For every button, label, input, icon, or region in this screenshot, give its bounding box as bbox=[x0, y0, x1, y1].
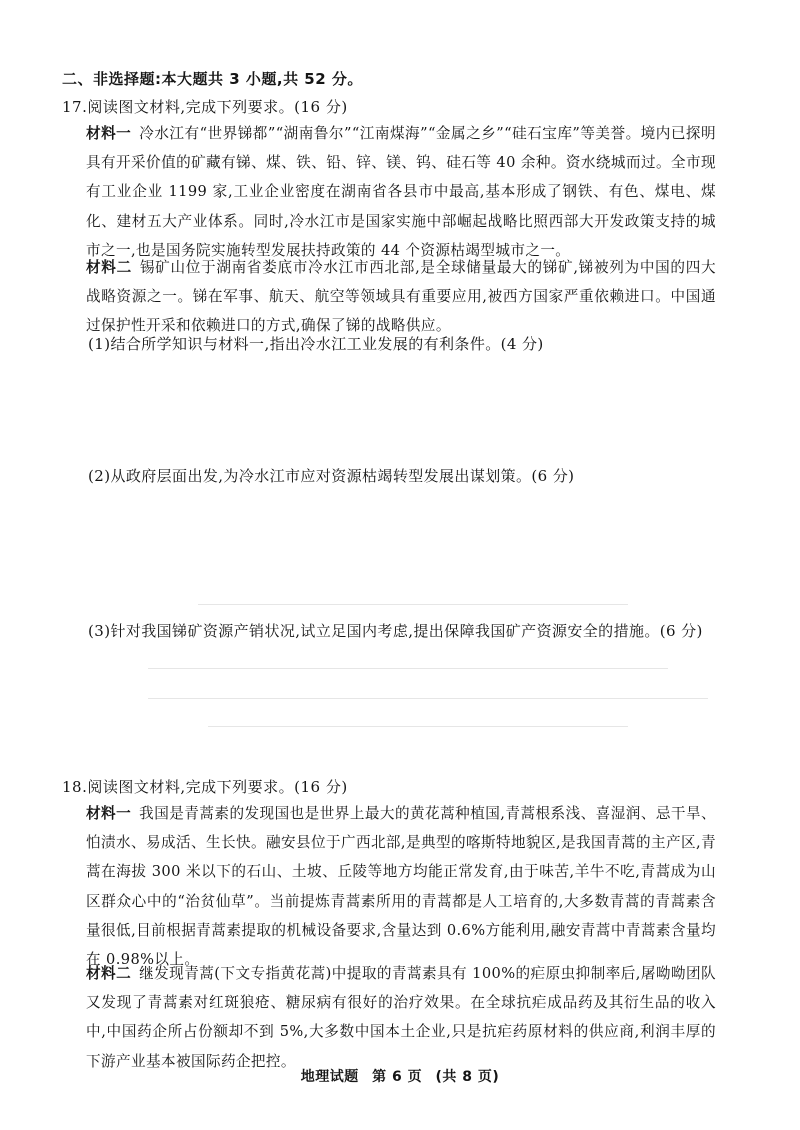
q17-sub-question-1: (1)结合所学知识与材料一,指出冷水江工业发展的有利条件。(4 分) bbox=[88, 335, 544, 353]
q18-material-2-label: 材料二 bbox=[86, 965, 132, 982]
q17-material-2-label: 材料二 bbox=[86, 259, 132, 276]
question-18-heading: 18.阅读图文材料,完成下列要求。(16 分) bbox=[62, 778, 348, 796]
q17-material-1-text: 冷水江有“世界锑都”“湖南鲁尔”“江南煤海”“金属之乡”“硅石宝库”等美誉。境内已探明具有开采价值的矿藏有锑、煤、铁、铅、锌、镁、钨、硅石等 40 余种。资水绕城而过。全市现有工业企业 1199 家,工业企业密度在湖南省各县市中最高,基本形成了钢铁、有色、煤电、煤化、建材五大产业体系。同时,冷水江市是国家实施中部崛起战略比照西部大开发政策支持的城市之一,也是国务院实施转型发展扶持政策的 44 个资源枯竭型城市之一。 bbox=[86, 125, 716, 259]
q17-material-1-label: 材料一 bbox=[86, 125, 132, 142]
q17-material-2 bbox=[86, 253, 716, 341]
section-title: 二、非选择题:本大题共 3 小题,共 52 分。 bbox=[62, 70, 363, 88]
q18-material-1-label: 材料一 bbox=[86, 805, 132, 822]
bleed-through-line bbox=[148, 668, 668, 669]
bleed-through-line bbox=[198, 604, 628, 605]
q18-material-1 bbox=[86, 799, 716, 974]
page-footer bbox=[0, 1066, 800, 1086]
q17-material-2-text: 锡矿山位于湖南省娄底市冷水江市西北部,是全球储量最大的锑矿,锑被列为中国的四大战略资源之一。锑在军事、航天、航空等领域具有重要应用,被西方国家严重依赖进口。中国通过保护性开采和依赖进口的方式,确保了锑的战略供应。 bbox=[86, 259, 716, 335]
q18-material-2 bbox=[86, 959, 716, 1076]
question-17-heading: 17.阅读图文材料,完成下列要求。(16 分) bbox=[62, 98, 348, 116]
q17-answer-area-3[interactable] bbox=[88, 648, 728, 768]
q17-answer-area-2[interactable] bbox=[88, 492, 728, 612]
footer-page-number: 第 6 页 bbox=[372, 1069, 423, 1085]
q17-sub-question-3: (3)针对我国锑矿资源产销状况,试立足国内考虑,提出保障我国矿产资源安全的措施。(6 分) bbox=[88, 622, 703, 640]
footer-subject: 地理试题 bbox=[300, 1069, 359, 1085]
q17-material-1 bbox=[86, 119, 716, 265]
q17-sub-question-2: (2)从政府层面出发,为冷水江市应对资源枯竭转型发展出谋划策。(6 分) bbox=[88, 467, 575, 485]
q18-material-1-text: 我国是青蒿素的发现国也是世界上最大的黄花蒿种植国,青蒿根系浅、喜湿润、忌干旱、怕渍水、易成活、生长快。融安县位于广西北部,是典型的喀斯特地貌区,是我国青蒿的主产区,青蒿在海拔 300 米以下的石山、土坡、丘陵等地方均能正常发育,由于味苦,羊牛不吃,青蒿成为山区群众心中的“治贫仙草”。当前提炼青蒿素所用的青蒿都是人工培育的,大多数青蒿的青蒿素含量很低,目前根据青蒿素提取的机械设备要求,含量达到 0.6%方能利用,融安青蒿中青蒿素含量均在 0.98%以上。 bbox=[86, 805, 717, 969]
footer-total-pages: (共 8 页) bbox=[435, 1069, 500, 1085]
q18-material-2-text: 继发现青蒿(下文专指黄花蒿)中提取的青蒿素具有 100%的疟原虫抑制率后,屠呦呦团队又发现了青蒿素对红斑狼疮、糖尿病有很好的治疗效果。在全球抗疟成品药及其衍生品的收入中,中国药企所占份额却不到 5%,大多数中国本土企业,只是抗疟药原材料的供应商,利润丰厚的下游产业基本被国际药企把控。 bbox=[86, 965, 716, 1070]
bleed-through-line bbox=[208, 726, 628, 727]
bleed-through-line bbox=[148, 698, 708, 699]
q17-answer-area-1[interactable] bbox=[88, 360, 728, 460]
